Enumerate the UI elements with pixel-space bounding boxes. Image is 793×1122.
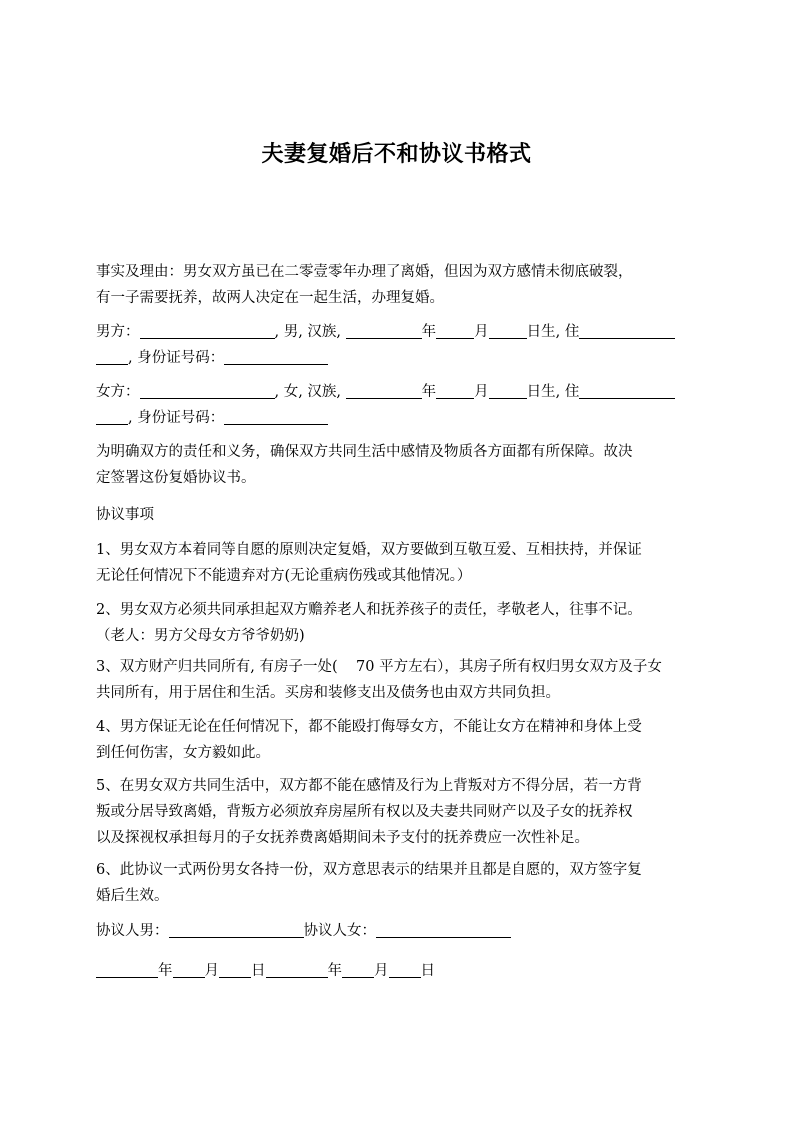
male-year-label: 年 <box>421 324 437 340</box>
agreement-item-4-line-2: 到任何伤害，女方毅如此。 <box>96 745 270 761</box>
male-birth-day-blank <box>489 322 527 339</box>
agreement-item-5 <box>96 773 700 851</box>
female-date-day-blank <box>389 961 421 978</box>
agreement-item-3-line-1: 3、双方财产归共同所有, 有房子一处( 70 平方左右），其房子所有权归男女双方及子女 <box>96 659 662 675</box>
purpose-line-1: 为明确双方的责任和义务，确保双方共同生活中感情及物质各方面都有所保障。故决 <box>96 444 633 460</box>
agreement-item-6-line-2: 婚后生效。 <box>96 888 169 904</box>
agreement-item-3-line-2: 共同所有，用于居住和生活。买房和装修支出及债务也由双方共同负担。 <box>96 685 560 701</box>
facts-line-1: 事实及理由：男女双方虽已在二零壹零年办理了离婚，但因为双方感情未彻底破裂， <box>96 264 633 280</box>
male-address-blank-cont <box>96 348 128 365</box>
facts-line-2: 有一子需要抚养，故两人决定在一起生活，办理复婚。 <box>96 290 444 306</box>
female-gender-ethnic: , 女, 汉族, <box>274 384 342 400</box>
female-birth-year-blank <box>346 382 422 399</box>
male-date-month-blank <box>173 961 205 978</box>
female-year-label: 年 <box>421 384 437 400</box>
male-month-label: 月 <box>474 324 489 340</box>
male-gender-ethnic: , 男, 汉族, <box>274 324 342 340</box>
date-row <box>96 958 700 984</box>
female-info-paragraph <box>96 379 700 431</box>
agreement-item-6-line-1: 6、此协议一式两份男女各持一份，双方意思表示的结果并且都是自愿的，双方签字复 <box>96 862 642 878</box>
male-signature-blank <box>169 921 304 938</box>
document-title: 夫妻复婚后不和协议书格式 <box>261 142 532 167</box>
female-date-month-label: 月 <box>374 963 389 979</box>
female-birth-day-blank <box>489 382 527 399</box>
male-info-line-2 <box>96 345 700 371</box>
female-date-month-blank <box>342 961 374 978</box>
female-info-line-2 <box>96 405 700 431</box>
female-info-line-1 <box>96 379 700 405</box>
signature-row <box>96 918 700 944</box>
male-id-blank <box>224 348 328 365</box>
male-date-year-blank <box>96 961 158 978</box>
purpose-line-2: 定签署这份复婚协议书。 <box>96 470 256 486</box>
date-line <box>96 958 700 984</box>
agreement-item-5-line-1: 5、在男女双方共同生活中，双方都不能在感情及行为上背叛对方不得分居，若一方背 <box>96 778 642 794</box>
male-birth-month-blank <box>436 322 474 339</box>
female-id-label: , 身份证号码： <box>128 410 225 426</box>
male-signatory-label: 协议人男： <box>96 923 169 939</box>
female-signature-blank <box>376 921 511 938</box>
female-address-blank-cont <box>96 408 128 425</box>
agreement-item-4-line-1: 4、男方保证无论在任何情况下，都不能殴打侮辱女方，不能让女方在精神和身体上受 <box>96 719 642 735</box>
female-birth-month-blank <box>436 382 474 399</box>
agreement-item-1-line-1: 1、男女双方本着同等自愿的原则决定复婚，双方要做到互敬互爱、互相扶持，并保证 <box>96 542 642 558</box>
agreement-item-6 <box>96 857 700 909</box>
female-address-blank <box>579 382 675 399</box>
male-born-live-label: 日生, 住 <box>526 324 580 340</box>
signature-line <box>96 918 700 944</box>
female-label: 女方： <box>96 384 140 400</box>
male-date-day-blank <box>219 961 251 978</box>
female-date-year-blank <box>266 961 328 978</box>
male-date-month-label: 月 <box>204 963 219 979</box>
male-birth-year-blank <box>346 322 422 339</box>
male-name-blank <box>140 322 275 339</box>
female-date-year-label: 年 <box>327 963 342 979</box>
agreement-item-1-line-2: 无论任何情况下不能遗弃对方(无论重病伤残或其他情况。） <box>96 568 472 584</box>
male-id-label: , 身份证号码： <box>128 350 225 366</box>
agreement-item-2 <box>96 597 700 649</box>
female-born-live-label: 日生, 住 <box>526 384 580 400</box>
purpose-paragraph <box>96 439 700 491</box>
agreement-item-2-line-1: 2、男女双方必须共同承担起双方赡养老人和抚养孩子的责任，孝敬老人，往事不记。 <box>96 602 642 618</box>
male-date-year-label: 年 <box>158 963 173 979</box>
female-name-blank <box>140 382 275 399</box>
section-heading: 协议事项 <box>96 507 154 523</box>
female-date-day-label: 日 <box>420 963 435 979</box>
male-info-line-1 <box>96 319 700 345</box>
agreement-item-3 <box>96 654 700 706</box>
agreement-item-5-line-2: 叛或分居导致离婚，背叛方必须放弃房屋所有权以及夫妻共同财产以及子女的抚养权 <box>96 804 633 820</box>
male-date-day-label: 日 <box>251 963 266 979</box>
male-label: 男方： <box>96 324 140 340</box>
agreement-item-5-line-3: 以及探视权承担每月的子女抚养费离婚期间未予支付的抚养费应一次性补足。 <box>96 830 589 846</box>
agreement-item-1 <box>96 537 700 589</box>
female-id-blank <box>224 408 328 425</box>
male-info-paragraph <box>96 319 700 371</box>
agreement-item-2-line-2: （老人：男方父母女方爷爷奶奶) <box>96 628 305 644</box>
female-signatory-label: 协议人女： <box>303 923 376 939</box>
facts-paragraph <box>96 259 700 311</box>
male-address-blank <box>579 322 675 339</box>
female-month-label: 月 <box>474 384 489 400</box>
agreement-item-4 <box>96 714 700 766</box>
